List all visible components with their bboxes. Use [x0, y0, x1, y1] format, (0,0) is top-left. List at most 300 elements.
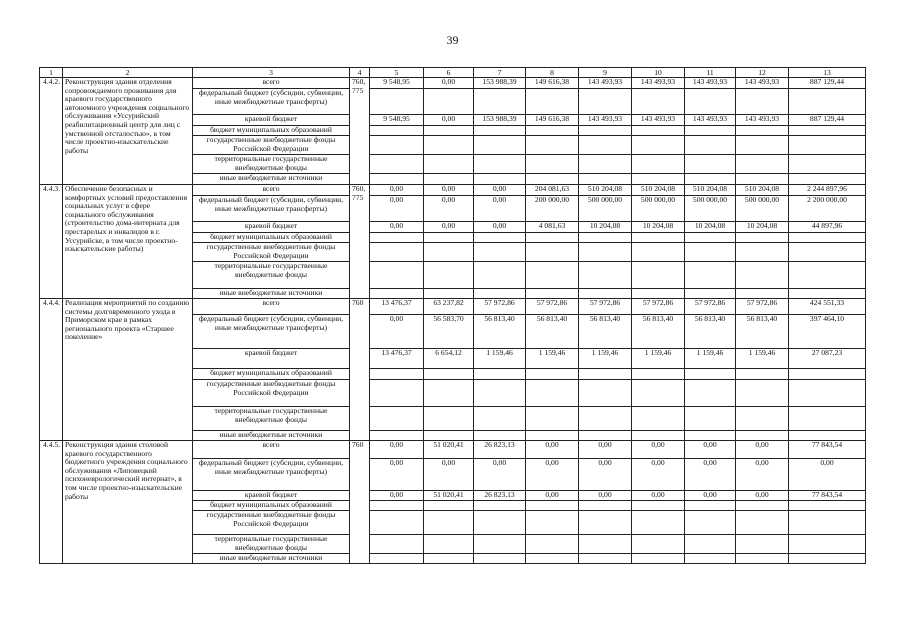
amount-cell: 500 000,00: [632, 196, 685, 222]
amount-cell: 0,00: [789, 459, 866, 491]
amount-cell: [736, 554, 789, 564]
amount-cell: 10 204,08: [579, 222, 632, 233]
amount-cell: 0,00: [685, 459, 736, 491]
amount-cell: [579, 89, 632, 115]
amount-cell: [632, 155, 685, 174]
amount-cell: 0,00: [474, 222, 526, 233]
amount-cell: 57 972,86: [632, 299, 685, 315]
amount-cell: 0,00: [370, 185, 424, 196]
amount-cell: 0,00: [474, 196, 526, 222]
amount-cell: [424, 262, 474, 289]
table-row: [40, 441, 866, 459]
amount-cell: 143 493,93: [685, 115, 736, 126]
amount-cell: 0,00: [579, 459, 632, 491]
amount-cell: [736, 174, 789, 185]
funding-source: бюджет муниципальных образований: [193, 369, 350, 380]
item-code: 4.4.5.: [40, 441, 63, 564]
amount-cell: [736, 431, 789, 441]
amount-cell: [685, 380, 736, 407]
table-row: [40, 78, 866, 89]
amount-cell: 149 616,38: [526, 78, 579, 89]
amount-cell: [474, 431, 526, 441]
amount-cell: 143 493,93: [632, 78, 685, 89]
header-cell: 9: [579, 68, 632, 78]
amount-cell: 10 204,08: [685, 222, 736, 233]
amount-cell: 0,00: [424, 196, 474, 222]
funding-source: всего: [193, 441, 350, 459]
amount-cell: [632, 126, 685, 136]
amount-cell: 153 988,39: [474, 115, 526, 126]
amount-cell: [474, 155, 526, 174]
amount-cell: 57 972,86: [526, 299, 579, 315]
amount-cell: [526, 369, 579, 380]
amount-cell: [632, 380, 685, 407]
amount-cell: [579, 262, 632, 289]
amount-cell: [632, 174, 685, 185]
amount-cell: [526, 407, 579, 431]
funding-source: иные внебюджетные источники: [193, 431, 350, 441]
amount-cell: [424, 243, 474, 262]
amount-cell: 0,00: [579, 491, 632, 501]
amount-cell: [789, 262, 866, 289]
amount-cell: 57 972,86: [736, 299, 789, 315]
funding-source: федеральный бюджет (субсидии, субвенции, иные межбюджетные трансферты): [193, 196, 350, 222]
amount-cell: [736, 89, 789, 115]
amount-cell: 10 204,08: [736, 222, 789, 233]
amount-cell: [474, 174, 526, 185]
amount-cell: 0,00: [526, 491, 579, 501]
amount-cell: [424, 174, 474, 185]
amount-cell: [526, 174, 579, 185]
amount-cell: 56 813,40: [632, 315, 685, 349]
amount-cell: 77 843,54: [789, 441, 866, 459]
amount-cell: 1 159,46: [474, 349, 526, 369]
amount-cell: [736, 243, 789, 262]
amount-cell: 0,00: [424, 185, 474, 196]
amount-cell: [474, 369, 526, 380]
amount-cell: [789, 407, 866, 431]
amount-cell: [579, 511, 632, 535]
amount-cell: 1 159,46: [736, 349, 789, 369]
header-cell: 12: [736, 68, 789, 78]
amount-cell: 1 159,46: [685, 349, 736, 369]
amount-cell: [474, 407, 526, 431]
amount-cell: [370, 380, 424, 407]
amount-cell: [424, 136, 474, 155]
funding-source: краевой бюджет: [193, 349, 350, 369]
amount-cell: 9 548,95: [370, 115, 424, 126]
amount-cell: 63 237,82: [424, 299, 474, 315]
amount-cell: [579, 407, 632, 431]
amount-cell: 1 159,46: [632, 349, 685, 369]
amount-cell: 0,00: [424, 115, 474, 126]
amount-cell: [424, 89, 474, 115]
page-number: 39: [446, 33, 459, 47]
amount-cell: [685, 233, 736, 243]
amount-cell: [579, 126, 632, 136]
amount-cell: 887 129,44: [789, 78, 866, 89]
amount-cell: 0,00: [370, 315, 424, 349]
amount-cell: 56 813,40: [685, 315, 736, 349]
header-cell: 8: [526, 68, 579, 78]
amount-cell: [789, 501, 866, 511]
amount-cell: [370, 535, 424, 554]
amount-cell: [736, 501, 789, 511]
amount-cell: [789, 535, 866, 554]
amount-cell: [736, 262, 789, 289]
amount-cell: [579, 554, 632, 564]
amount-cell: [579, 431, 632, 441]
amount-cell: [579, 155, 632, 174]
amount-cell: [474, 243, 526, 262]
amount-cell: [526, 126, 579, 136]
amount-cell: [685, 174, 736, 185]
amount-cell: [632, 89, 685, 115]
amount-cell: 510 204,08: [685, 185, 736, 196]
amount-cell: [685, 501, 736, 511]
amount-cell: 0,00: [632, 441, 685, 459]
funding-source: государственные внебюджетные фонды Российской Федерации: [193, 511, 350, 535]
item-code: 4.4.3.: [40, 185, 63, 299]
amount-cell: 0,00: [370, 459, 424, 491]
amount-cell: [579, 243, 632, 262]
amount-cell: [632, 289, 685, 299]
item-code: 4.4.4.: [40, 299, 63, 441]
amount-cell: [526, 380, 579, 407]
amount-cell: 143 493,93: [736, 115, 789, 126]
responsible-code: 760, 775: [350, 78, 370, 185]
amount-cell: [579, 174, 632, 185]
amount-cell: [474, 233, 526, 243]
amount-cell: 500 000,00: [685, 196, 736, 222]
amount-cell: [685, 136, 736, 155]
amount-cell: 56 813,40: [474, 315, 526, 349]
amount-cell: [789, 89, 866, 115]
amount-cell: [424, 155, 474, 174]
amount-cell: [736, 136, 789, 155]
amount-cell: [474, 89, 526, 115]
amount-cell: 56 583,70: [424, 315, 474, 349]
amount-cell: [424, 233, 474, 243]
funding-source: государственные внебюджетные фонды Российской Федерации: [193, 243, 350, 262]
amount-cell: [632, 501, 685, 511]
amount-cell: 0,00: [370, 222, 424, 233]
amount-cell: [474, 535, 526, 554]
header-cell: 1: [40, 68, 63, 78]
responsible-code: 760, 775: [350, 185, 370, 299]
amount-cell: [736, 407, 789, 431]
amount-cell: [736, 380, 789, 407]
amount-cell: 0,00: [736, 441, 789, 459]
amount-cell: [370, 289, 424, 299]
funding-source: краевой бюджет: [193, 115, 350, 126]
funding-source: всего: [193, 299, 350, 315]
amount-cell: 153 988,39: [474, 78, 526, 89]
amount-cell: 26 823,13: [474, 491, 526, 501]
amount-cell: [632, 535, 685, 554]
amount-cell: [370, 174, 424, 185]
amount-cell: 57 972,86: [579, 299, 632, 315]
amount-cell: [736, 511, 789, 535]
funding-source: территориальные государственные внебюджетные фонды: [193, 155, 350, 174]
amount-cell: [424, 554, 474, 564]
funding-source: федеральный бюджет (субсидии, субвенции, иные межбюджетные трансферты): [193, 89, 350, 115]
amount-cell: [579, 380, 632, 407]
amount-cell: 397 464,10: [789, 315, 866, 349]
amount-cell: 77 843,54: [789, 491, 866, 501]
funding-source: иные внебюджетные источники: [193, 174, 350, 185]
amount-cell: 0,00: [579, 441, 632, 459]
amount-cell: 0,00: [424, 222, 474, 233]
amount-cell: [632, 369, 685, 380]
amount-cell: [579, 289, 632, 299]
amount-cell: [526, 136, 579, 155]
amount-cell: [685, 262, 736, 289]
amount-cell: 143 493,93: [632, 115, 685, 126]
amount-cell: [789, 289, 866, 299]
amount-cell: 0,00: [526, 441, 579, 459]
amount-cell: [370, 243, 424, 262]
amount-cell: [424, 511, 474, 535]
amount-cell: 4 081,63: [526, 222, 579, 233]
amount-cell: [579, 136, 632, 155]
funding-source: всего: [193, 185, 350, 196]
amount-cell: [370, 369, 424, 380]
responsible-code: 760: [350, 441, 370, 564]
amount-cell: [632, 554, 685, 564]
amount-cell: [685, 407, 736, 431]
amount-cell: 56 813,40: [579, 315, 632, 349]
amount-cell: 51 020,41: [424, 441, 474, 459]
amount-cell: [736, 289, 789, 299]
amount-cell: 0,00: [526, 459, 579, 491]
amount-cell: [370, 233, 424, 243]
amount-cell: 2 244 897,96: [789, 185, 866, 196]
header-cell: 6: [424, 68, 474, 78]
amount-cell: [474, 136, 526, 155]
amount-cell: [424, 126, 474, 136]
amount-cell: [736, 233, 789, 243]
amount-cell: 0,00: [424, 459, 474, 491]
amount-cell: 56 813,40: [736, 315, 789, 349]
amount-cell: 204 081,63: [526, 185, 579, 196]
amount-cell: [474, 554, 526, 564]
amount-cell: 0,00: [370, 196, 424, 222]
amount-cell: [789, 431, 866, 441]
amount-cell: 500 000,00: [736, 196, 789, 222]
amount-cell: [474, 511, 526, 535]
amount-cell: [370, 262, 424, 289]
amount-cell: [526, 262, 579, 289]
amount-cell: [685, 511, 736, 535]
item-code: 4.4.2.: [40, 78, 63, 185]
amount-cell: [526, 431, 579, 441]
amount-cell: 9 548,95: [370, 78, 424, 89]
table-header-row: [40, 68, 866, 78]
amount-cell: [632, 262, 685, 289]
funding-source: краевой бюджет: [193, 491, 350, 501]
funding-source: государственные внебюджетные фонды Российской Федерации: [193, 136, 350, 155]
amount-cell: 424 551,33: [789, 299, 866, 315]
header-cell: 4: [350, 68, 370, 78]
amount-cell: [370, 155, 424, 174]
funding-source: бюджет муниципальных образований: [193, 233, 350, 243]
amount-cell: [632, 233, 685, 243]
amount-cell: [424, 289, 474, 299]
amount-cell: 143 493,93: [685, 78, 736, 89]
funding-source: иные внебюджетные источники: [193, 554, 350, 564]
amount-cell: [789, 380, 866, 407]
amount-cell: [526, 155, 579, 174]
amount-cell: 51 020,41: [424, 491, 474, 501]
amount-cell: 6 654,12: [424, 349, 474, 369]
amount-cell: [789, 243, 866, 262]
amount-cell: [370, 554, 424, 564]
amount-cell: [736, 369, 789, 380]
header-cell: 10: [632, 68, 685, 78]
amount-cell: 0,00: [424, 78, 474, 89]
amount-cell: [370, 501, 424, 511]
amount-cell: 0,00: [685, 441, 736, 459]
amount-cell: [789, 554, 866, 564]
amount-cell: [424, 369, 474, 380]
header-cell: 11: [685, 68, 736, 78]
budget-table: [39, 67, 866, 564]
amount-cell: 0,00: [474, 185, 526, 196]
funding-source: бюджет муниципальных образований: [193, 501, 350, 511]
amount-cell: [789, 136, 866, 155]
header-cell: 5: [370, 68, 424, 78]
funding-source: федеральный бюджет (субсидии, субвенции, иные межбюджетные трансферты): [193, 459, 350, 491]
amount-cell: [632, 243, 685, 262]
amount-cell: [685, 554, 736, 564]
amount-cell: [474, 262, 526, 289]
amount-cell: [736, 155, 789, 174]
amount-cell: [526, 289, 579, 299]
amount-cell: [789, 155, 866, 174]
amount-cell: [789, 511, 866, 535]
item-name: Реконструкция здания отделения сопровождаемого проживания для краевого государственного автономного учреждения социального обслуживания «Уссурийский реабилитационный центр для лиц с умственной отсталостью», в том числе проектно-изыскательские работы: [63, 78, 193, 185]
amount-cell: [424, 380, 474, 407]
amount-cell: 13 476,37: [370, 299, 424, 315]
amount-cell: 510 204,08: [736, 185, 789, 196]
funding-source: государственные внебюджетные фонды Российской Федерации: [193, 380, 350, 407]
amount-cell: [424, 431, 474, 441]
funding-source: краевой бюджет: [193, 222, 350, 233]
amount-cell: [526, 243, 579, 262]
header-cell: 7: [474, 68, 526, 78]
amount-cell: 143 493,93: [579, 115, 632, 126]
amount-cell: 143 493,93: [579, 78, 632, 89]
amount-cell: 56 813,40: [526, 315, 579, 349]
amount-cell: 149 616,38: [526, 115, 579, 126]
amount-cell: [736, 126, 789, 136]
amount-cell: [579, 233, 632, 243]
amount-cell: [424, 501, 474, 511]
amount-cell: [685, 155, 736, 174]
amount-cell: [632, 511, 685, 535]
amount-cell: 57 972,86: [474, 299, 526, 315]
amount-cell: 887 129,44: [789, 115, 866, 126]
amount-cell: [526, 501, 579, 511]
amount-cell: 143 493,93: [736, 78, 789, 89]
amount-cell: [685, 431, 736, 441]
table-row: [40, 299, 866, 315]
amount-cell: [370, 89, 424, 115]
funding-source: территориальные государственные внебюджетные фонды: [193, 535, 350, 554]
funding-source: федеральный бюджет (субсидии, субвенции, иные межбюджетные трансферты): [193, 315, 350, 349]
item-name: Реконструкция здания столовой краевого государственного бюджетного учреждения социального обслуживания «Липовецкий психоневрологический интернат», в том числе проектно-изыскательские работы: [63, 441, 193, 564]
amount-cell: [370, 431, 424, 441]
amount-cell: 510 204,08: [579, 185, 632, 196]
amount-cell: [370, 407, 424, 431]
funding-source: бюджет муниципальных образований: [193, 126, 350, 136]
amount-cell: [579, 535, 632, 554]
amount-cell: [736, 535, 789, 554]
amount-cell: 1 159,46: [579, 349, 632, 369]
amount-cell: 57 972,86: [685, 299, 736, 315]
amount-cell: 44 897,96: [789, 222, 866, 233]
amount-cell: [789, 174, 866, 185]
amount-cell: [632, 431, 685, 441]
amount-cell: [579, 369, 632, 380]
amount-cell: [632, 407, 685, 431]
amount-cell: [789, 126, 866, 136]
amount-cell: [789, 233, 866, 243]
amount-cell: [685, 535, 736, 554]
amount-cell: [685, 243, 736, 262]
amount-cell: [685, 89, 736, 115]
amount-cell: 200 000,00: [526, 196, 579, 222]
amount-cell: [526, 233, 579, 243]
amount-cell: [370, 126, 424, 136]
amount-cell: 0,00: [736, 459, 789, 491]
amount-cell: 0,00: [370, 491, 424, 501]
amount-cell: 26 823,13: [474, 441, 526, 459]
amount-cell: [474, 126, 526, 136]
amount-cell: [526, 89, 579, 115]
funding-source: территориальные государственные внебюджетные фонды: [193, 407, 350, 431]
amount-cell: [474, 380, 526, 407]
responsible-code: 760: [350, 299, 370, 441]
amount-cell: [579, 501, 632, 511]
amount-cell: 0,00: [685, 491, 736, 501]
item-name: Обеспечение безопасных и комфортных условий предоставления социальных услуг в сфере социального обслуживания (строительство дома-интерната для престарелых и инвалидов в г. Уссурийске, в том числе проектно-изыскательские работы): [63, 185, 193, 299]
amount-cell: 500 000,00: [579, 196, 632, 222]
amount-cell: 10 204,08: [632, 222, 685, 233]
amount-cell: 0,00: [474, 459, 526, 491]
amount-cell: [685, 126, 736, 136]
amount-cell: 0,00: [370, 441, 424, 459]
amount-cell: 13 476,37: [370, 349, 424, 369]
amount-cell: [789, 369, 866, 380]
amount-cell: [424, 407, 474, 431]
header-cell: 3: [193, 68, 350, 78]
funding-source: всего: [193, 78, 350, 89]
header-cell: 2: [63, 68, 193, 78]
amount-cell: [370, 136, 424, 155]
amount-cell: [685, 369, 736, 380]
amount-cell: [474, 501, 526, 511]
item-name: Реализация мероприятий по созданию системы долговременного ухода в Приморском крае в рамках регионального проекта «Старшее поколение»: [63, 299, 193, 441]
amount-cell: [685, 289, 736, 299]
amount-cell: 0,00: [632, 459, 685, 491]
amount-cell: [370, 511, 424, 535]
amount-cell: [632, 136, 685, 155]
amount-cell: [424, 535, 474, 554]
amount-cell: 27 087,23: [789, 349, 866, 369]
amount-cell: 1 159,46: [526, 349, 579, 369]
